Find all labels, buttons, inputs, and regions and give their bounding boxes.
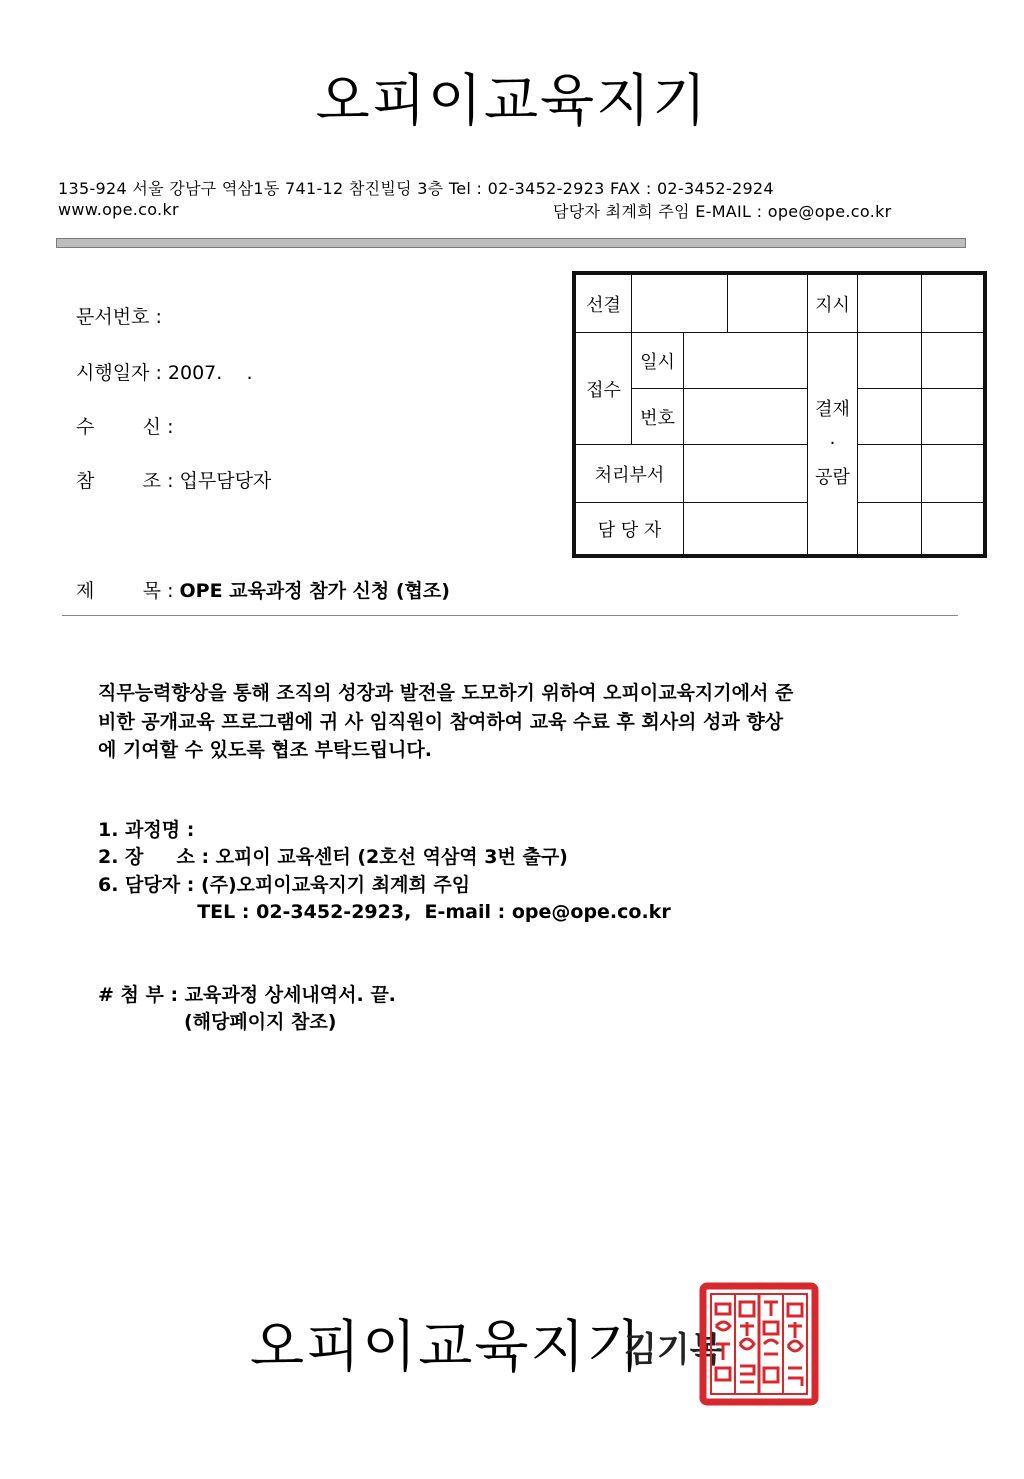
cell-empty[interactable] bbox=[632, 275, 728, 333]
body-line-3: 에 기여할 수 있도록 협조 부탁드립니다. bbox=[98, 739, 432, 761]
cell-instruction: 지시 bbox=[808, 275, 858, 333]
cell-empty[interactable] bbox=[858, 503, 922, 555]
issue-date-label: 시행일자 : bbox=[76, 362, 162, 384]
list-item-contact: 6. 담당자 : (주)오피이교육지기 최계희 주임 bbox=[98, 874, 471, 896]
body-line-1: 직무능력향상을 통해 조직의 성장과 발전을 도모하기 위하여 오피이교육지기에서 준 bbox=[98, 682, 794, 704]
list-item-location: 2. 장 소 : 오피이 교육센터 (2호선 역삼역 3번 출구) bbox=[98, 846, 568, 868]
reference-row bbox=[76, 468, 271, 494]
reference-label: 참 조 : bbox=[76, 470, 174, 492]
subject-divider bbox=[62, 615, 958, 616]
cell-empty[interactable] bbox=[684, 333, 808, 389]
signature-representative: 김기복 bbox=[624, 1330, 723, 1370]
cell-empty[interactable] bbox=[922, 445, 984, 503]
issue-date-row bbox=[76, 360, 253, 386]
cell-pre-decision: 선결 bbox=[576, 275, 632, 333]
list-item-contact-detail: TEL : 02-3452-2923, E-mail : ope@ope.co.kr bbox=[98, 901, 671, 923]
website: www.ope.co.kr bbox=[58, 200, 179, 219]
issue-date-value: 2007. . bbox=[167, 362, 253, 384]
reference-value: 업무담당자 bbox=[179, 470, 272, 492]
cell-empty[interactable] bbox=[922, 503, 984, 555]
cell-empty[interactable] bbox=[858, 333, 922, 389]
cell-dept: 처리부서 bbox=[576, 445, 684, 503]
subject-label: 제 목 : bbox=[76, 580, 174, 602]
subject-row bbox=[76, 578, 450, 604]
cell-empty[interactable] bbox=[684, 389, 808, 445]
seal-icon bbox=[698, 1282, 820, 1407]
contact-line: 담당자 최계희 주임 E-MAIL : ope@ope.co.kr bbox=[553, 202, 892, 221]
company-seal-stamp bbox=[698, 1282, 820, 1407]
address-line: 135-924 서울 강남구 역삼1동 741-12 참진빌딩 3층 Tel : 02-3452-2923 FAX : 02-3452-2924 bbox=[58, 179, 774, 198]
cell-empty[interactable] bbox=[922, 333, 984, 389]
doc-number-label: 문서번호 : bbox=[76, 306, 162, 328]
cell-datetime: 일시 bbox=[632, 333, 684, 389]
signature-company: 오피이교육지기 bbox=[250, 1315, 643, 1380]
list-item-course: 1. 과정명 : bbox=[98, 819, 195, 841]
cell-empty[interactable] bbox=[922, 389, 984, 445]
decision-label: 결재 · 공람 bbox=[815, 398, 850, 488]
cell-decision bbox=[808, 333, 858, 555]
cell-empty[interactable] bbox=[858, 445, 922, 503]
recipient-row bbox=[76, 414, 173, 440]
cell-empty[interactable] bbox=[684, 445, 808, 503]
document-title: 오피이교육지기 bbox=[315, 69, 709, 134]
cell-empty[interactable] bbox=[684, 503, 808, 555]
attachment-line: # 첨 부 : 교육과정 상세내역서. 끝. bbox=[98, 984, 396, 1006]
header-divider-bar bbox=[56, 238, 966, 248]
recipient-label: 수 신 : bbox=[76, 416, 174, 438]
cell-person: 담 당 자 bbox=[576, 503, 684, 555]
cell-empty[interactable] bbox=[858, 275, 922, 333]
approval-table bbox=[572, 271, 987, 558]
body-line-2: 비한 공개교육 프로그램에 귀 사 임직원이 참여하여 교육 수료 후 회사의 성과 향상 bbox=[98, 711, 784, 733]
doc-number-row bbox=[76, 304, 162, 330]
cell-empty[interactable] bbox=[728, 275, 808, 333]
attachment-note: (해당페이지 참조) bbox=[98, 1011, 337, 1033]
cell-empty[interactable] bbox=[858, 389, 922, 445]
cell-empty[interactable] bbox=[922, 275, 984, 333]
subject-value: OPE 교육과정 참가 신청 (협조) bbox=[179, 580, 450, 602]
cell-number: 번호 bbox=[632, 389, 684, 445]
cell-receipt: 접수 bbox=[576, 333, 632, 445]
